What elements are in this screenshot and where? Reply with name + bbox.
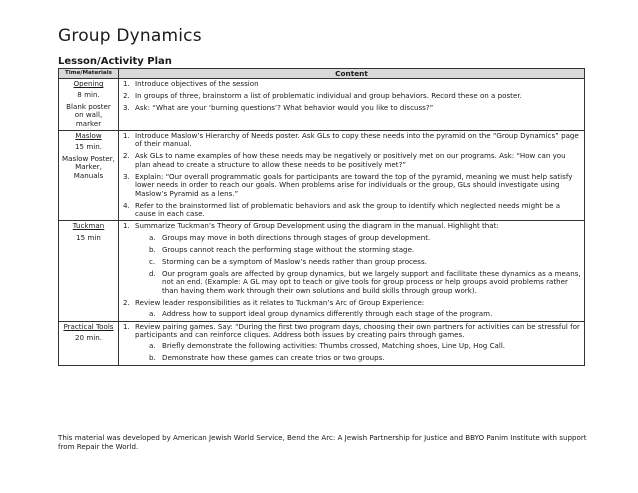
step-text: Review leader responsibilities as it relates to Tuckman’s Arc of Group Experience: (135, 297, 425, 307)
step-list (122, 80, 581, 112)
time-materials-cell (59, 131, 119, 221)
time-materials-cell (59, 321, 119, 365)
table-row (59, 131, 585, 221)
step-text: Ask GLs to name examples of how these needs may be negatively or positively met on our programs. Ask: “How can you plan ahead to create a structure to allow these needs to be positively met?” (135, 151, 566, 169)
table-header-row (59, 69, 585, 79)
step-number: 4. (123, 200, 130, 210)
step-number: 2. (123, 151, 130, 161)
list-item (122, 132, 581, 149)
sub-step-letter: b. (149, 353, 156, 363)
sub-list-item (149, 342, 581, 350)
sub-step-letter: b. (149, 244, 156, 254)
lesson-plan-table (58, 68, 585, 366)
sub-step-list (149, 310, 581, 318)
page-title: Group Dynamics (58, 26, 202, 46)
step-text: Refer to the brainstormed list of problematic behaviors and ask the group to identify which neglected needs might be a cause in each case. (135, 200, 561, 219)
sub-list-item (149, 234, 581, 242)
list-item (122, 173, 581, 198)
section-time: 8 min. (77, 90, 100, 100)
sub-step-text: Demonstrate how these games can create trios or two groups. (162, 353, 385, 363)
sub-list-item (149, 258, 581, 266)
footer-credit: This material was developed by American Jewish World Service, Bend the Arc: A Jewish Partnership for Justice and BBYO Panim Institute with support from Repair the World. (58, 433, 587, 451)
list-item (122, 299, 581, 319)
sub-step-text: Groups may move in both directions through stages of group development. (162, 232, 431, 242)
sub-step-text: Groups cannot reach the performing stage without the storming stage. (162, 244, 415, 254)
sub-step-list (149, 234, 581, 295)
sub-list-item (149, 310, 581, 318)
sub-step-list (149, 342, 581, 362)
list-item (122, 323, 581, 363)
step-text: Explain: “Our overall programmatic goals for participants are toward the top of the pyramid, meaning we must help satisfy lower needs in order to reach our goals. When problems arise for individuals or the group, GLs should investigate using Maslow’s Pyramid as a lens.” (135, 171, 573, 198)
sub-step-letter: a. (149, 232, 156, 242)
page-subtitle: Lesson/Activity Plan (58, 56, 172, 67)
step-list (122, 222, 581, 318)
table-body (59, 79, 585, 366)
step-text: Introduce objectives of the session (135, 79, 259, 88)
section-time: 15 min (76, 232, 101, 242)
sub-step-text: Address how to support ideal group dynamics differently through each stage of the program. (162, 309, 493, 319)
step-number: 3. (123, 103, 130, 112)
sub-step-letter: c. (149, 256, 156, 266)
section-materials: Blank poster on wall, marker (66, 101, 111, 128)
step-text: Review pairing games. Say: “During the first two program days, choosing their own partners for activities can be stressful for participants and can reinforce cliques. Address both issues by creating pairs through games. (135, 321, 580, 339)
table-row (59, 321, 585, 365)
step-list (122, 323, 581, 363)
step-list (122, 132, 581, 218)
list-item (122, 222, 581, 295)
section-label: Tuckman (72, 221, 105, 231)
sub-step-text: Our program goals are affected by group dynamics, but we largely support and facilitate these dynamics as a means, not an end. (Example: A GL may opt to teach or give tools for group process or help groups avoid problems rather than having them work through their own solutions and build skills through group work). (162, 268, 581, 295)
step-number: 1. (123, 79, 130, 88)
section-time: 15 min. (75, 142, 102, 152)
sub-step-letter: a. (149, 309, 156, 319)
section-time: 20 min. (75, 332, 102, 342)
list-item (122, 104, 581, 112)
sub-step-letter: a. (149, 341, 156, 351)
step-number: 1. (123, 321, 130, 331)
step-number: 1. (123, 221, 130, 231)
time-materials-cell (59, 221, 119, 321)
table-row (59, 79, 585, 131)
content-cell (119, 79, 585, 131)
step-text: Summarize Tuckman’s Theory of Group Development using the diagram in the manual. Highlight that: (135, 221, 499, 231)
sub-list-item (149, 354, 581, 362)
step-text: In groups of three, brainstorm a list of problematic individual and group behaviors. Record these on a poster. (135, 91, 522, 100)
content-cell (119, 221, 585, 321)
content-cell (119, 131, 585, 221)
step-number: 2. (123, 297, 130, 307)
step-text: Ask: “What are your ‘burning questions’? What behavior would you like to discuss?” (135, 103, 434, 112)
step-number: 1. (123, 131, 130, 141)
sub-step-text: Briefly demonstrate the following activities: Thumbs crossed, Matching shoes, Line Up, Hog Call. (162, 341, 506, 351)
section-materials: Maslow Poster, Marker, Manuals (62, 153, 115, 180)
header-content: Content (119, 69, 585, 79)
section-label: Maslow (75, 131, 102, 141)
step-number: 3. (123, 171, 130, 181)
list-item (122, 152, 581, 169)
list-item (122, 202, 581, 219)
list-item (122, 92, 581, 100)
step-number: 2. (123, 91, 130, 100)
sub-step-letter: d. (149, 268, 156, 278)
content-cell (119, 321, 585, 365)
sub-list-item (149, 246, 581, 254)
header-time-materials: Time/Materials (59, 69, 119, 79)
section-label: Practical Tools (63, 321, 114, 331)
time-materials-cell (59, 79, 119, 131)
table-row (59, 221, 585, 321)
list-item (122, 80, 581, 88)
sub-step-text: Storming can be a symptom of Maslow’s needs rather than group process. (162, 256, 427, 266)
section-label: Opening (73, 79, 104, 88)
sub-list-item (149, 270, 581, 295)
step-text: Introduce Maslow’s Hierarchy of Needs poster. Ask GLs to copy these needs into the pyramid on the “Group Dynamics” page of their manual. (135, 131, 579, 149)
